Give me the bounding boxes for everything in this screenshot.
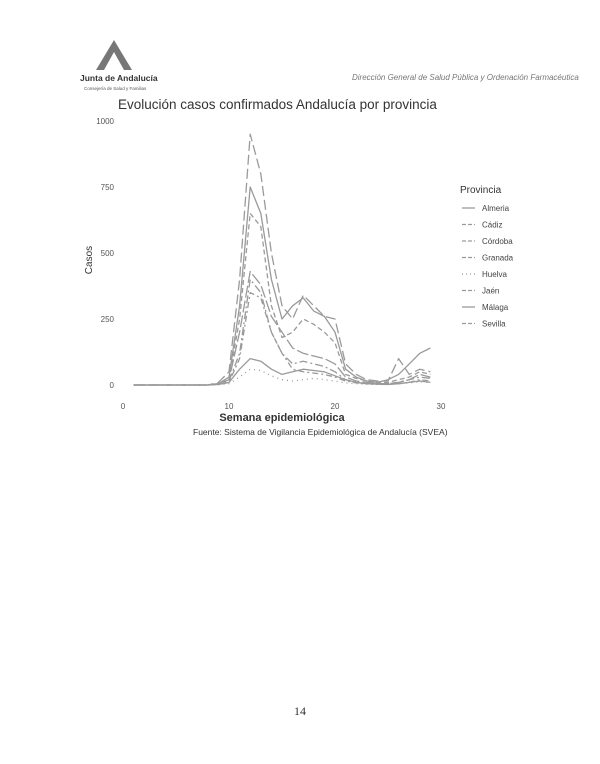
legend-label: Málaga <box>482 303 509 312</box>
source-note: Fuente: Sistema de Vigilancia Epidemiológica de Andalucía (SVEA) <box>193 427 448 437</box>
x-tick-label: 20 <box>330 402 340 411</box>
y-tick-label: 250 <box>100 315 114 324</box>
series-line-8 <box>134 134 431 385</box>
legend-label: Huelva <box>482 270 507 279</box>
legend-label: Almeria <box>482 204 510 213</box>
series-line-7 <box>134 187 431 385</box>
y-tick-label: 750 <box>100 183 114 192</box>
chart-title: Evolución casos confirmados Andalucía por provincia <box>118 97 437 112</box>
x-tick-label: 30 <box>436 402 446 411</box>
y-tick-label: 0 <box>109 381 114 390</box>
org-subtitle: Consejería de Salud y Familias <box>84 86 147 91</box>
legend-label: Granada <box>482 253 514 263</box>
legend-title: Provincia <box>460 185 502 196</box>
x-tick-label: 10 <box>224 402 234 411</box>
org-name: Junta de Andalucía <box>80 73 158 83</box>
header-department: Dirección General de Salud Pública y Ordenación Farmacéutica <box>352 73 579 82</box>
legend-label: Córdoba <box>482 237 513 246</box>
legend-label: Cádiz <box>482 220 503 230</box>
series-line-4 <box>134 272 431 386</box>
page-number: 14 <box>294 704 306 718</box>
legend-label: Jaén <box>482 286 500 296</box>
y-tick-label: 1000 <box>96 117 114 126</box>
series-line-2 <box>134 213 431 385</box>
y-tick-label: 500 <box>100 249 114 258</box>
x-tick-label: 0 <box>120 402 126 411</box>
x-axis-label: Semana epidemiológica <box>219 412 345 424</box>
y-axis-label: Casos <box>84 245 95 275</box>
legend-label: Sevilla <box>482 319 506 329</box>
